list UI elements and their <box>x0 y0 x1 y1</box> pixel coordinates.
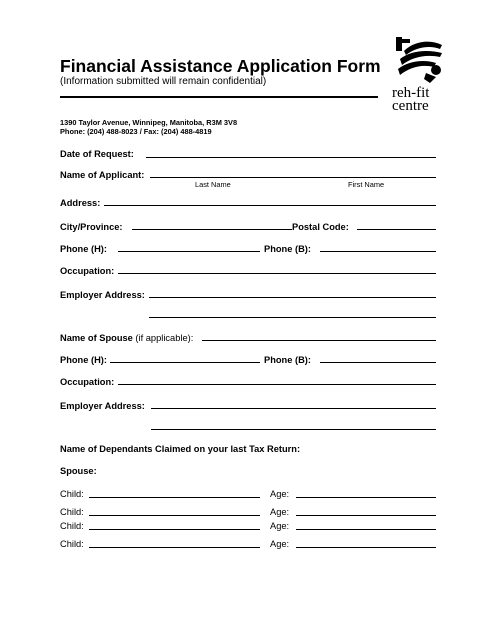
child-name-field[interactable] <box>89 547 260 548</box>
spouse-occupation-field[interactable] <box>118 384 436 385</box>
spouse-employer-address-field-line2[interactable] <box>151 429 436 430</box>
name-of-spouse-text: Name of Spouse <box>60 333 133 343</box>
spouse-phone-home-field[interactable] <box>110 362 260 363</box>
spouse-phone-business-label: Phone (B): <box>264 355 311 365</box>
phone-business-label: Phone (B): <box>264 244 311 254</box>
age-label: Age: <box>270 507 290 517</box>
logo-text-reh-fit: reh-fit <box>392 85 430 101</box>
name-of-spouse-label <box>60 333 193 343</box>
age-label: Age: <box>270 521 290 531</box>
title-divider <box>60 96 378 98</box>
phone-home-label: Phone (H): <box>60 244 107 254</box>
spouse-employer-address-field[interactable] <box>151 408 436 409</box>
dependants-spouse-label: Spouse: <box>60 466 97 476</box>
city-province-field[interactable] <box>132 229 292 230</box>
date-of-request-label: Date of Request: <box>60 149 134 159</box>
age-label: Age: <box>270 489 290 499</box>
spouse-phone-home-label: Phone (H): <box>60 355 107 365</box>
child-name-field[interactable] <box>89 529 260 530</box>
name-of-spouse-field[interactable] <box>202 340 436 341</box>
employer-address-label: Employer Address: <box>60 290 145 300</box>
date-of-request-field[interactable] <box>146 157 436 158</box>
phone-business-field[interactable] <box>320 251 436 252</box>
spouse-phone-business-field[interactable] <box>320 362 436 363</box>
address-field[interactable] <box>104 205 436 206</box>
child-age-field[interactable] <box>296 529 436 530</box>
child-age-field[interactable] <box>296 547 436 548</box>
last-name-caption: Last Name <box>195 180 231 189</box>
name-of-applicant-field[interactable] <box>150 177 436 178</box>
child-name-field[interactable] <box>89 497 260 498</box>
address-label: Address: <box>60 198 101 208</box>
page-title: Financial Assistance Application Form <box>60 56 381 76</box>
reh-fit-figure-icon <box>396 37 444 85</box>
child-label: Child: <box>60 539 84 549</box>
first-name-caption: First Name <box>348 180 385 189</box>
child-label: Child: <box>60 521 84 531</box>
occupation-label: Occupation: <box>60 266 115 276</box>
child-age-field[interactable] <box>296 515 436 516</box>
city-province-label: City/Province: <box>60 222 123 232</box>
logo-text-centre: centre <box>392 98 429 114</box>
employer-address-field-line2[interactable] <box>149 317 436 318</box>
phone-fax-line: Phone: (204) 488-8023 / Fax: (204) 488-4819 <box>60 127 212 136</box>
if-applicable-text: (if applicable): <box>132 333 194 343</box>
age-label: Age: <box>270 539 290 549</box>
occupation-field[interactable] <box>118 273 436 274</box>
employer-address-field[interactable] <box>149 297 436 298</box>
page-subtitle: (Information submitted will remain confidential) <box>60 76 267 87</box>
child-age-field[interactable] <box>296 497 436 498</box>
child-name-field[interactable] <box>89 515 260 516</box>
spouse-employer-address-label: Employer Address: <box>60 401 145 411</box>
child-label: Child: <box>60 489 84 499</box>
spouse-occupation-label: Occupation: <box>60 377 115 387</box>
dependants-heading: Name of Dependants Claimed on your last Tax Return: <box>60 444 301 454</box>
child-label: Child: <box>60 507 84 517</box>
phone-home-field[interactable] <box>118 251 260 252</box>
postal-code-field[interactable] <box>357 229 436 230</box>
address-line: 1390 Taylor Avenue, Winnipeg, Manitoba, R3M 3V8 <box>60 118 238 127</box>
name-of-applicant-label: Name of Applicant: <box>60 170 145 180</box>
postal-code-label: Postal Code: <box>292 222 349 232</box>
